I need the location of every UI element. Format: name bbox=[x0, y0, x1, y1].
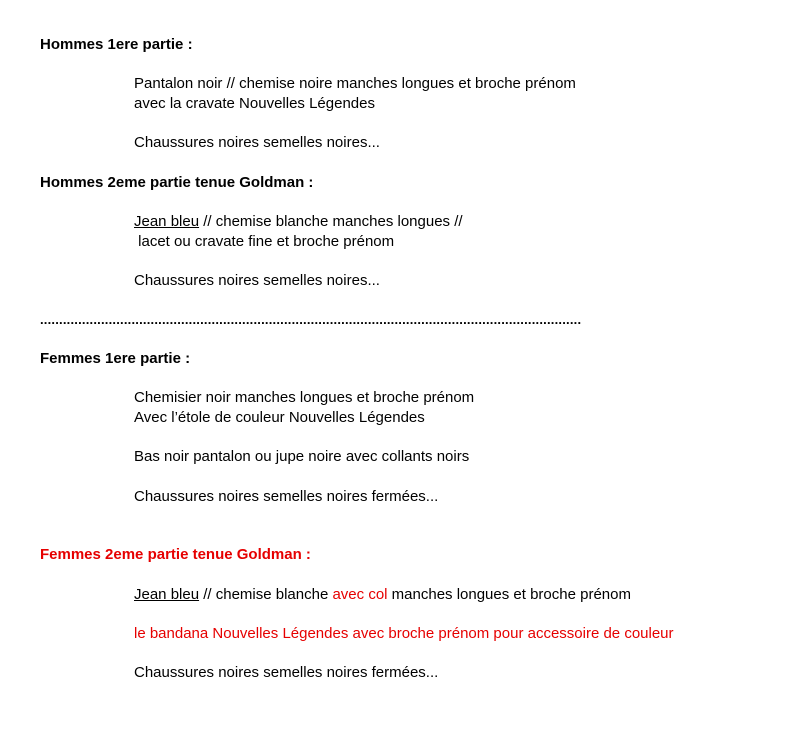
femmes-1-line-2: Avec l’étole de couleur Nouvelles Légendes bbox=[134, 409, 425, 426]
femmes-2-shoes: Chaussures noires semelles noires fermées... bbox=[134, 664, 439, 681]
femmes-2-part-b: avec col bbox=[332, 586, 388, 603]
hommes-2-line-1 bbox=[134, 213, 463, 230]
femmes-1-shoes: Chaussures noires semelles noires fermées... bbox=[134, 488, 439, 505]
hommes-2-heading: Hommes 2eme partie tenue Goldman : bbox=[40, 174, 314, 191]
hommes-2-line-2: lacet ou cravate fine et broche prénom bbox=[134, 233, 395, 250]
hommes-2-line-1-rest: // chemise blanche manches longues // bbox=[199, 213, 463, 230]
hommes-2-shoes: Chaussures noires semelles noires... bbox=[134, 272, 380, 289]
hommes-2-jean-link: Jean bleu bbox=[134, 213, 200, 230]
femmes-2-bandana: le bandana Nouvelles Légendes avec broche prénom pour accessoire de couleur bbox=[134, 625, 674, 642]
dotted-separator: .............................................................................................................................................. bbox=[40, 312, 582, 327]
hommes-1-shoes: Chaussures noires semelles noires... bbox=[134, 134, 380, 151]
femmes-1-heading: Femmes 1ere partie : bbox=[40, 350, 191, 367]
femmes-1-line-1: Chemisier noir manches longues et broche prénom bbox=[134, 389, 475, 406]
hommes-1-heading: Hommes 1ere partie : bbox=[40, 36, 193, 53]
femmes-2-jean-link: Jean bleu bbox=[134, 586, 200, 603]
femmes-2-part-c: manches longues et broche prénom bbox=[387, 586, 631, 603]
femmes-1-line-3: Bas noir pantalon ou jupe noire avec collants noirs bbox=[134, 448, 470, 465]
hommes-1-line-1: Pantalon noir // chemise noire manches longues et broche prénom bbox=[134, 75, 576, 92]
hommes-1-line-2: avec la cravate Nouvelles Légendes bbox=[134, 95, 375, 112]
femmes-2-heading: Femmes 2eme partie tenue Goldman : bbox=[40, 546, 311, 563]
femmes-2-part-a: // chemise blanche bbox=[199, 586, 333, 603]
femmes-2-line-1 bbox=[134, 586, 631, 603]
